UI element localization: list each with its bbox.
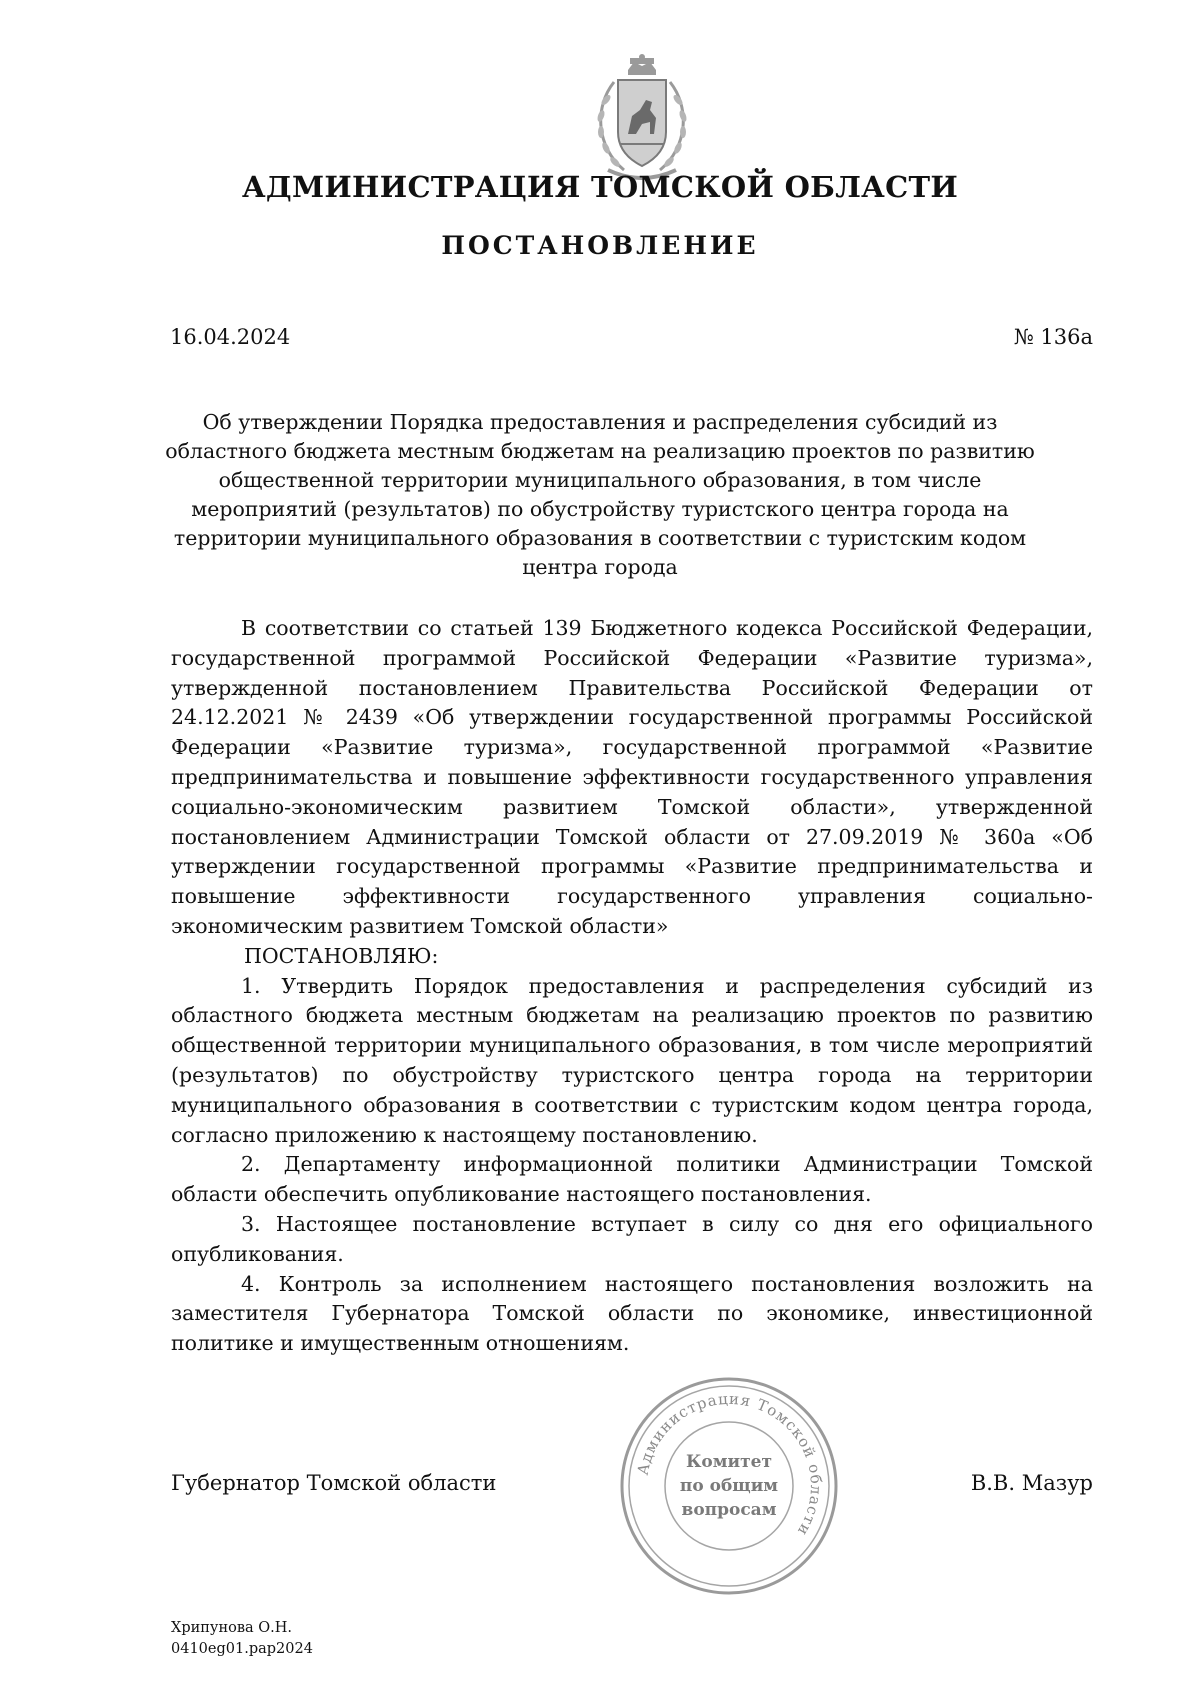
coat-of-arms-emblem <box>584 52 700 184</box>
document-type: ПОСТАНОВЛЕНИЕ <box>441 231 759 260</box>
official-stamp <box>618 1375 840 1597</box>
document-number: № 136а <box>1013 325 1093 349</box>
file-reference: 0410eg01.pap2024 <box>171 1641 313 1657</box>
decree-item-3: 3. Настоящее постановление вступает в силу со дня его официального опубликования. <box>171 1211 1093 1266</box>
decree-item-1: 1. Утвердить Порядок предоставления и распределения субсидий из областного бюджета местным бюджетам на реализацию проектов по развитию общественной территории муниципального образования, в том числе мероприятий (результатов) по обустройству туристского центра города на территории муниципального образования в соответствии с туристским кодом центра города, согласно приложению к настоящему постановлению. <box>171 973 1093 1147</box>
signatory-name: В.В. Мазур <box>970 1471 1093 1495</box>
preamble-paragraph: В соответствии со статьей 139 Бюджетного кодекса Российской Федерации, государственной программой Российской Федерации «Развитие туризма», утвержденной постановлением Правительства Российской Федерации от 24.12.2021 № 2439 «Об утверждении государственной программы Российской Федерации «Развитие туризма», государственной программой «Развитие предпринимательства и повышение эффективности государственного управления социально-экономическим развитием Томской области», утвержденной постановлением Администрации Томской области от 27.09.2019 № 360а «Об утверждении государственной программы «Развитие предпринимательства и повышение эффективности государственного управления социально-экономическим развитием Томской области» <box>171 616 1093 938</box>
stamp-center-line-3: вопросам <box>681 1500 777 1520</box>
stamp-ring-text: Администрация Томской области <box>633 1389 826 1540</box>
document-body <box>171 614 1093 1359</box>
document-date: 16.04.2024 <box>170 325 291 349</box>
signatory-position: Губернатор Томской области <box>171 1471 497 1495</box>
footer-info <box>171 1618 313 1660</box>
decree-item-2: 2. Департаменту информационной политики Администрации Томской области обеспечить опубликование настоящего постановления. <box>171 1152 1093 1207</box>
decree-item-4: 4. Контроль за исполнением настоящего постановления возложить на заместителя Губернатора Томской области по экономике, инвестиционной политике и имущественным отношениям. <box>171 1271 1093 1356</box>
executor-name: Хрипунова О.Н. <box>171 1620 293 1636</box>
document-subject: Об утверждении Порядка предоставления и распределения субсидий из областного бюджета местным бюджетам на реализацию проектов по развитию общественной территории муниципального образования, в том числе мероприятий (результатов) по обустройству туристского центра города на территории муниципального образования в соответствии с туристским кодом центра города <box>165 410 1035 579</box>
decree-heading: ПОСТАНОВЛЯЮ: <box>244 943 439 968</box>
organization-name: АДМИНИСТРАЦИЯ ТОМСКОЙ ОБЛАСТИ <box>241 170 959 204</box>
stamp-center-line-1: Комитет <box>685 1452 773 1472</box>
stamp-center-line-2: по общим <box>679 1476 779 1496</box>
